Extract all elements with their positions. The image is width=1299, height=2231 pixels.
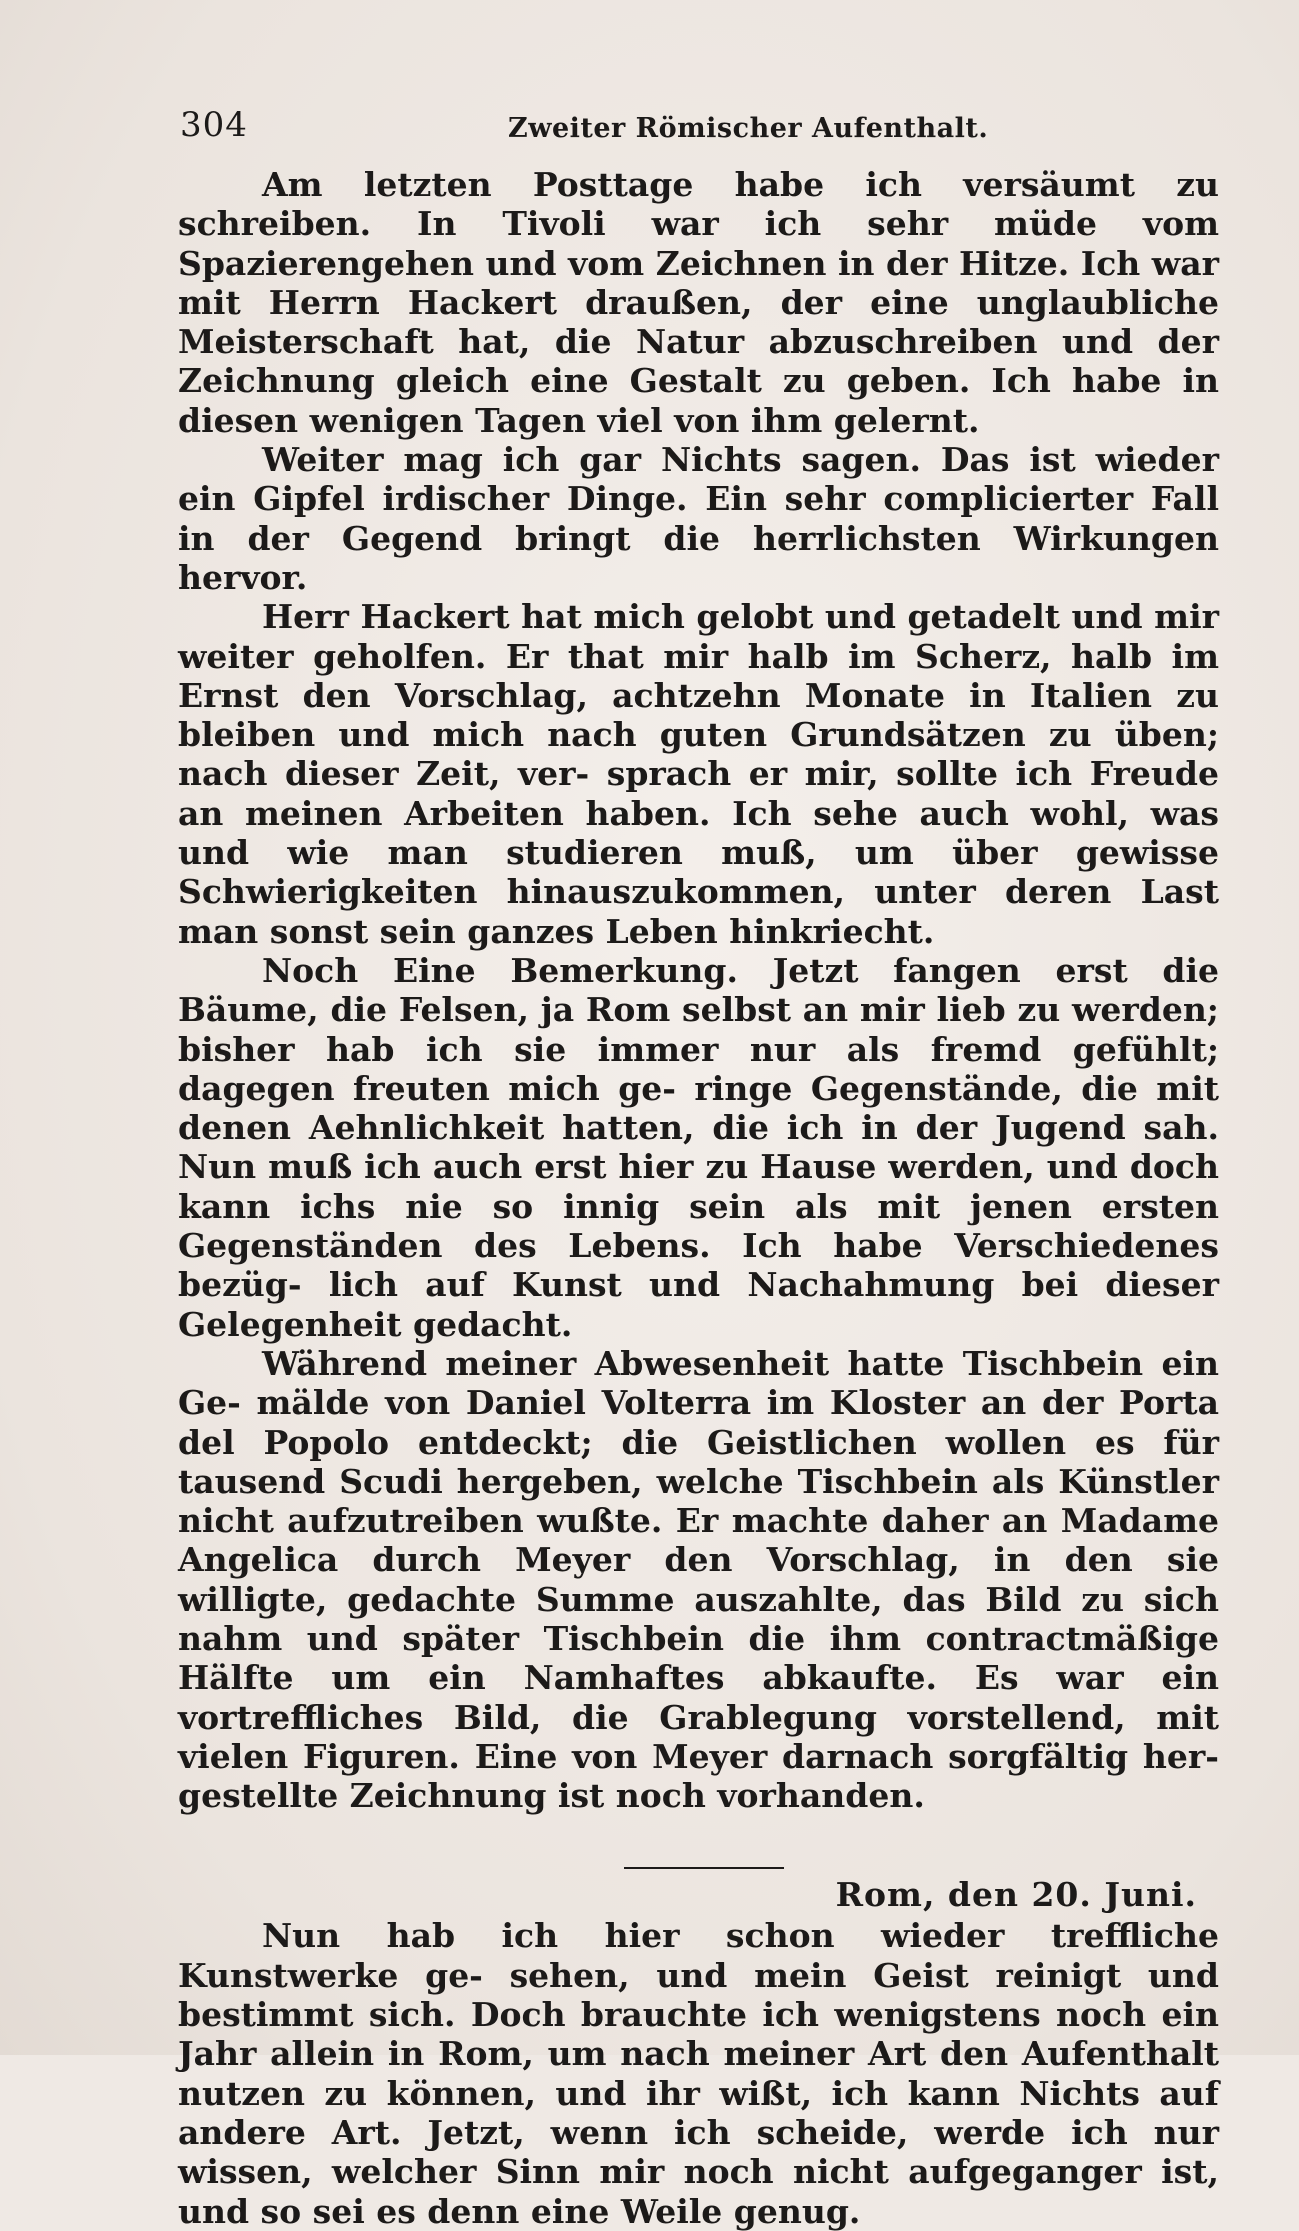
dateline: Rom, den 20. Juni. xyxy=(835,1875,1197,1915)
paragraph: Noch Eine Bemerkung. Jetzt fangen erst die Bäume, die Felsen, ja Rom selbst an mir lieb zu werden; bisher hab ich sie immer nur als fremd gefühlt; dagegen freuten mich ge- ringe Gegenstände, die mit denen Aehnlichkeit hatten, die ich in der Jugend sah. Nun muß ich auch erst hier zu Hause werden, und doch kann ichs nie so innig sein als mit jenen ersten Gegenständen des Lebens. Ich habe Verschiedenes bezüg- lich auf Kunst und Nachahmung bei dieser Gelegenheit gedacht. xyxy=(178,950,1219,1344)
paragraph: Weiter mag ich gar Nichts sagen. Das ist wieder ein Gipfel irdischer Dinge. Ein sehr complicierter Fall in der Gegend bringt die herrlichsten Wirkungen hervor. xyxy=(178,440,1219,597)
paragraph: Während meiner Abwesenheit hatte Tischbein ein Ge- mälde von Daniel Volterra im Kloster an der Porta del Popolo entdeckt; die Geistlichen wollen es für tausend Scudi hergeben, welche Tischbein als Künstler nicht aufzutreiben wußte. Er machte daher an Madame Angelica durch Meyer den Vorschlag, in den sie willigte, gedachte Summe auszahlte, das Bild zu sich nahm und später Tischbein die ihm contractmäßige Hälfte um ein Namhaftes abkaufte. Es war ein vortreffliches Bild, die Grablegung vorstellend, mit vielen Figuren. Eine von Meyer darnach sorgfältig her- gestellte Zeichnung ist noch vorhanden. xyxy=(178,1343,1219,1816)
running-head: Zweiter Römischer Aufenthalt. xyxy=(508,113,989,144)
body-text-continued xyxy=(178,1916,1219,2230)
paragraph: Herr Hackert hat mich gelobt und getadelt und mir weiter geholfen. Er that mir halb im Scherz, halb im Ernst den Vorschlag, achtzehn Monate in Italien zu bleiben und mich nach guten Grundsätzen zu üben; nach dieser Zeit, ver- sprach er mir, sollte ich Freude an meinen Arbeiten haben. Ich sehe auch wohl, was und wie man studieren muß, um über gewisse Schwierigkeiten hinauszukommen, unter deren Last man sonst sein ganzes Leben hinkriecht. xyxy=(178,597,1219,951)
section-divider xyxy=(624,1867,784,1869)
paragraph: Nun hab ich hier schon wieder treffliche Kunstwerke ge- sehen, und mein Geist reinigt und bestimmt sich. Doch brauchte ich wenigstens noch ein Jahr allein in Rom, um nach meiner Art den Aufenthalt nutzen zu können, und ihr wißt, ich kann Nichts auf andere Art. Jetzt, wenn ich scheide, werde ich nur wissen, welcher Sinn mir noch nicht aufgeganger ist, und so sei es denn eine Weile genug. xyxy=(178,1916,1219,2231)
body-text xyxy=(178,165,1219,1815)
page-number: 304 xyxy=(180,105,248,145)
page-header xyxy=(178,100,1219,150)
paragraph: Am letzten Posttage habe ich versäumt zu schreiben. In Tivoli war ich sehr müde vom Spazierengehen und vom Zeichnen in der Hitze. Ich war mit Herrn Hackert draußen, der eine unglaubliche Meisterschaft hat, die Natur abzuschreiben und der Zeichnung gleich eine Gestalt zu geben. Ich habe in diesen wenigen Tagen viel von ihm gelernt. xyxy=(178,165,1219,440)
